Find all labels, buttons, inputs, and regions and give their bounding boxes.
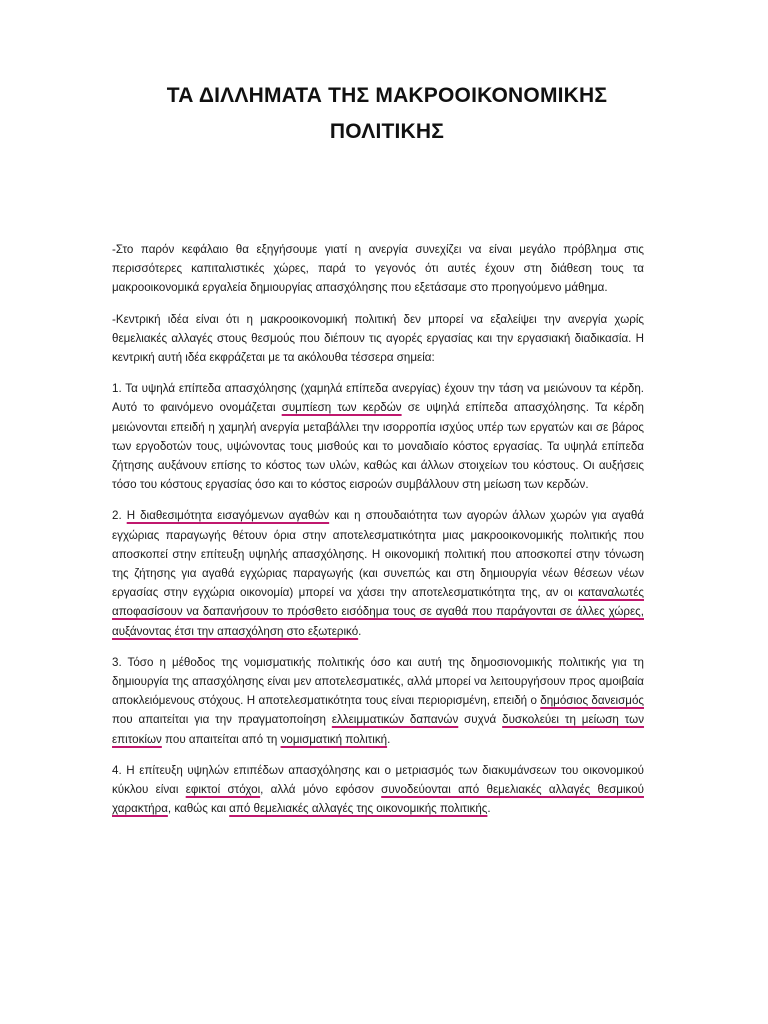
underlined-phrase: από θεμελιακές αλλαγές της οικονομικής πολιτικής [229, 802, 488, 816]
point-3-text-e: . [387, 732, 391, 746]
point-3-text-d: που απαιτείται από τη [161, 732, 281, 746]
underlined-phrase: δημόσιος δανεισμός [540, 694, 644, 708]
underlined-phrase: συμπίεση των κερδών [281, 401, 402, 415]
point-4-text-d: . [487, 802, 491, 816]
paragraph-point-1 [112, 379, 644, 494]
paragraph-intro: -Στο παρόν κεφάλαιο θα εξηγήσουμε γιατί η ανεργία συνεχίζει να είναι μεγάλο πρόβλημα στις περισσότερες καπιταλιστικές χώρες, παρά το γεγονός ότι αυτές έχουν στη διάθεση τους τα μακροοικονομικά εργαλεία δημιουργίας απασχόλησης που εξετάσαμε στο προηγούμενο μάθημα. [112, 243, 644, 295]
point-2-text-c: . [358, 624, 362, 638]
paragraph-point-3 [112, 653, 644, 749]
point-4-text-b: , αλλά μόνο εφόσον [260, 783, 382, 797]
document-title [130, 78, 644, 150]
point-3-text-a: 3. Τόσο η μέθοδος της νομισματικής πολιτικής όσο και αυτή της δημοσιονομικής πολιτικής για τη δημιουργία της απασχόλησης είναι μεν αποτελεσματικές, αλλά μπορεί να λειτουργήσουν προς αμοιβαία αποκλειόμενους στόχους. Η αποτελεσματικότητα τους είναι περιορισμένη, επειδή ο [112, 655, 644, 708]
point-3-text-b: που απαιτείται για την πραγματοποίηση [112, 713, 332, 727]
paragraph-point-4 [112, 761, 644, 819]
point-1-text-b: σε υψηλά επίπεδα απασχόλησης. Τα κέρδη μειώνονται επειδή η χαμηλή ανεργία μεταβάλλει την ισορροπία ισχύος υπέρ των εργατών και σε βάρος των εργοδοτών τους, υψώνοντας τους μισθούς και το μοναδιαίο κόστος εργασίας. Τα υψηλά επίπεδα ζήτησης αυξάνουν επίσης το κόστος των υλών, καθώς και άλλων στοιχείων του κόστους. Οι αυξήσεις τόσο του κόστους εργασίας όσο και το κόστος εισροών συμβάλλουν στη μείωση των κερδών. [112, 401, 644, 492]
underlined-phrase: εφικτοί στόχοι [185, 783, 261, 797]
underlined-phrase: συνοδεύονται από θεμελιακές αλλαγές θεσμικού χαρακτήρα [112, 783, 644, 816]
title-line-2: ΠΟΛΙΤΙΚΗΣ [329, 120, 445, 143]
document-body [112, 240, 644, 818]
underlined-phrase: Η διαθεσιμότητα εισαγόμενων αγαθών [126, 509, 330, 523]
title-line-1: ΤΑ ΔΙΛΛΗΜΑΤΑ ΤΗΣ ΜΑΚΡΟΟΙΚΟΝΟΜΙΚΗΣ [166, 84, 608, 107]
paragraph-point-2 [112, 506, 644, 640]
point-4-text-c: , καθώς και [167, 802, 230, 816]
point-2-text-b: και η σπουδαιότητα των αγορών άλλων χωρών για αγαθά εγχώριας παραγωγής θέτουν όρια στην αποτελεσματικότητα μιας μακροοικονομικής πολιτικής που αποσκοπεί στην επίτευξη υψηλής απασχόλησης. Η οικονομική πολιτική που αποσκοπεί στην τόνωση της ζήτησης για αγαθά εγχώριας παραγωγής (και συνεπώς και στη δημιουργία νέων θέσεων νέων εργασίας στην εγχώρια οικονομία) μπορεί να χάσει την αποτελεσματικότητα της, αν οι [112, 509, 644, 600]
underlined-phrase: καταναλωτές αποφασίσουν να δαπανήσουν το πρόσθετο εισόδημα τους σε αγαθά που παράγονται σε άλλες χώρες, αυξάνοντας έτσι την απασχόληση στο εξωτερικό [112, 586, 644, 638]
point-1-text-a: 1. Τα υψηλά επίπεδα απασχόλησης (χαμηλά επίπεδα ανεργίας) έχουν την τάση να μειώνουν τα κέρδη. Αυτό το φαινόμενο ονομάζεται [112, 382, 644, 415]
point-2-text-a: 2. [112, 509, 127, 523]
point-4-text-a: 4. Η επίτευξη υψηλών επιπέδων απασχόλησης και ο μετριασμός των διακυμάνσεων του οικονομικού κύκλου είναι [112, 763, 644, 797]
underlined-phrase: ελλειμματικών δαπανών [331, 713, 459, 727]
paragraph-central-idea: -Κεντρική ιδέα είναι ότι η μακροοικονομική πολιτική δεν μπορεί να εξαλείψει την ανεργία χωρίς θεμελιακές αλλαγές στους θεσμούς που διέπουν τις αγορές εργασίας και την εργασιακή διαδικασία. Η κεντρική αυτή ιδέα εκφράζεται με τα ακόλουθα τέσσερα σημεία: [112, 312, 644, 365]
underlined-phrase: δυσκολεύει τη μείωση των επιτοκίων [112, 713, 645, 746]
underlined-phrase: νομισματική πολιτική [280, 732, 388, 746]
point-3-text-c: συχνά [458, 713, 503, 727]
